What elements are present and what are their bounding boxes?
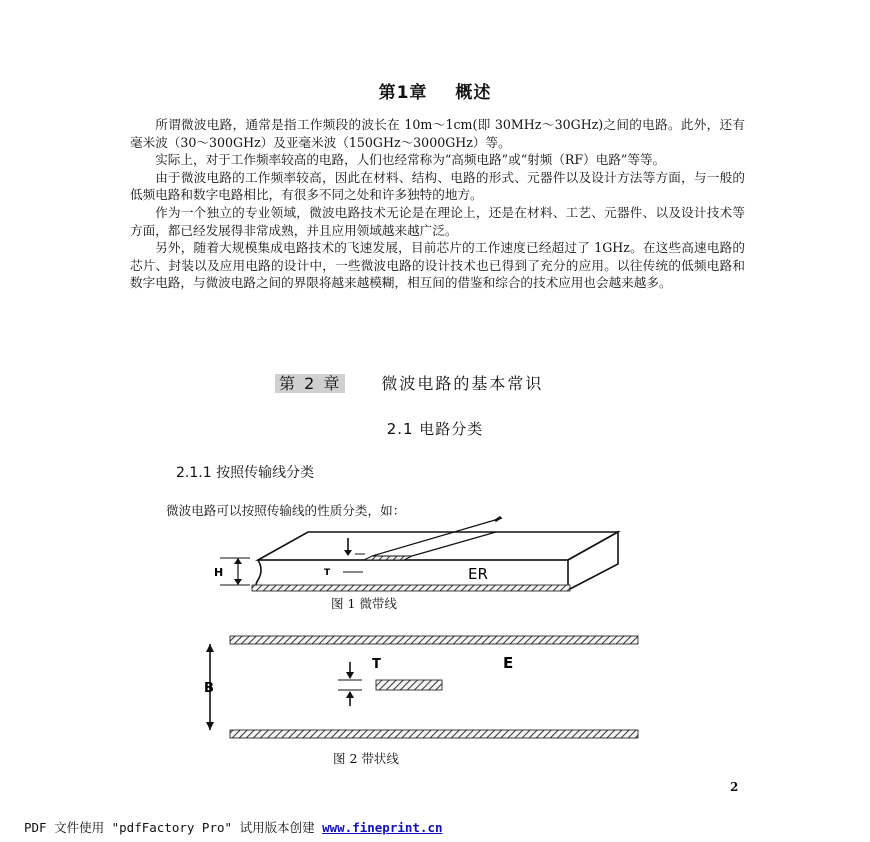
body-text (130, 116, 745, 292)
paragraph: 另外，随着大规模集成电路技术的飞速发展，目前芯片的工作速度已经超过了 1GHz。在这些高速电路的芯片、封装以及应用电路的设计中，一些微波电路的设计技术也已得到了充分的应用。以往传统的低频电路和数字电路，与微波电路之间的界限将越来越模糊，相互间的借鉴和综合的技术应用也会越来越多。 (130, 240, 745, 291)
chapter2-number: 第 2 章 (275, 374, 345, 393)
chapter2-heading (275, 372, 543, 396)
chapter1-name: 概述 (455, 83, 492, 103)
paragraph: 所谓微波电路，通常是指工作频段的波长在 10m～1cm(即 30MHz～30GHz)之间的电路。此外，还有毫米波（30～300GHz）及亚毫米波（150GHz～3000GHz）等。 (130, 117, 745, 150)
chapter2-title: 微波电路的基本常识 (381, 374, 544, 393)
label-er: ER (468, 565, 488, 583)
page-number: 2 (730, 780, 739, 794)
top-ground-plane (230, 636, 638, 644)
bottom-ground-plane (230, 730, 638, 738)
strip-conductor (364, 556, 412, 560)
footer-text: PDF 文件使用 "pdfFactory Pro" 试用版本创建 (24, 820, 323, 835)
section-2-1-1-heading: 2.1.1 按照传输线分类 (176, 465, 315, 481)
label-b: B (204, 681, 214, 696)
chapter1-title (0, 78, 870, 103)
label-t: T (372, 657, 381, 672)
figure1-caption: 图 1 微带线 (331, 596, 397, 611)
label-h: H (214, 566, 224, 579)
paragraph: 实际上，对于工作频率较高的电路，人们也经常称为“高频电路”或“射频（RF）电路”等等。 (155, 152, 666, 168)
section-2-1-heading: 2.1 电路分类 (386, 420, 484, 438)
stripline-figure (196, 632, 642, 744)
figure2-caption: 图 2 带状线 (333, 751, 399, 766)
microstrip-figure (200, 512, 640, 596)
label-e: E (503, 654, 514, 672)
ground-plane (252, 585, 570, 591)
label-t: T (324, 568, 331, 578)
footer-link[interactable]: www.fineprint.cn (322, 820, 443, 835)
center-strip (376, 680, 442, 690)
paragraph: 由于微波电路的工作频率较高，因此在材料、结构、电路的形式、元器件以及设计方法等方面，与一般的低频电路和数字电路相比，有很多不同之处和许多独特的地方。 (130, 169, 745, 203)
paragraph: 作为一个独立的专业领域，微波电路技术无论是在理论上，还是在材料、工艺、元器件、以及设计技术等方面，都已经发展得非常成熟，并且应用领域越来越广泛。 (130, 204, 745, 238)
intro-text: 微波电路可以按照传输线的性质分类，如： (166, 503, 406, 518)
chapter1-number: 第1章 (378, 83, 428, 103)
pdf-footer (24, 818, 443, 836)
